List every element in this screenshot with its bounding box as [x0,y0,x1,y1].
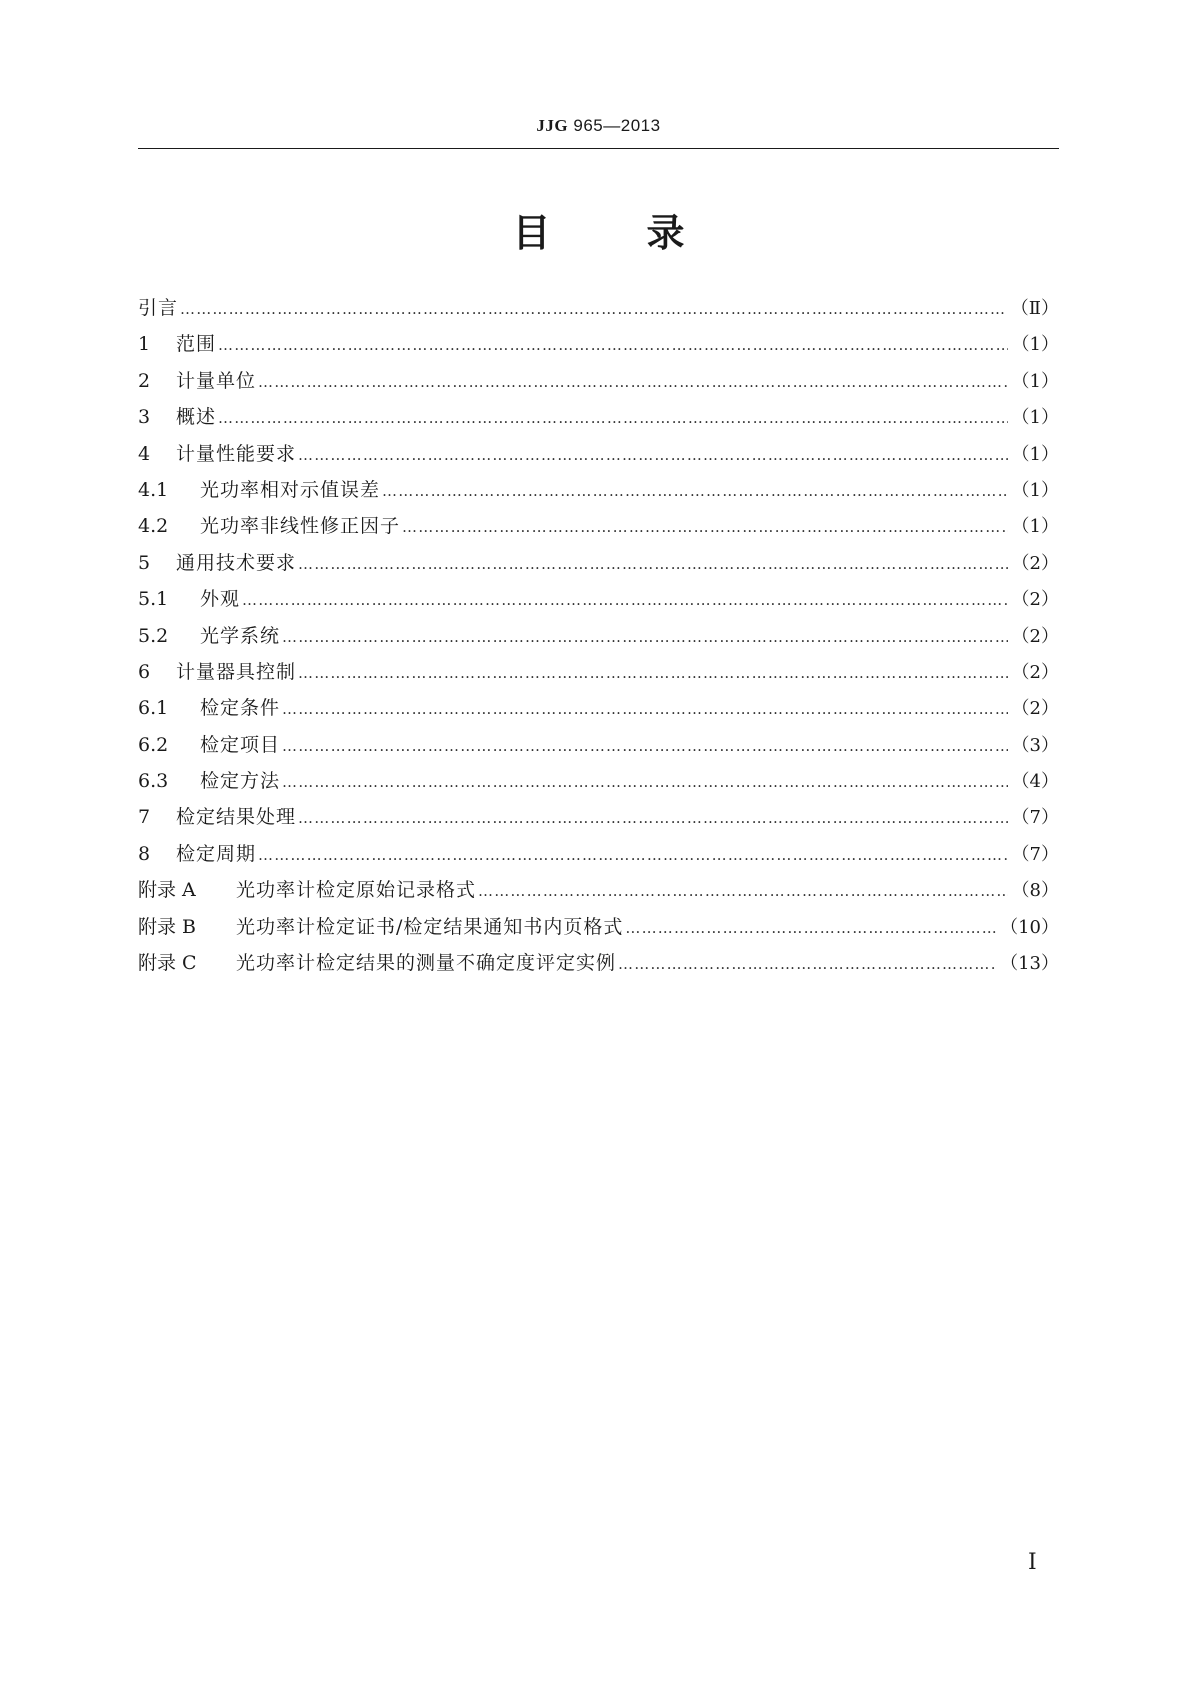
toc-entry-label: 计量性能要求 [176,442,297,465]
toc-dot-leader [258,837,1008,873]
toc-entry-label: 光功率计检定证书/检定结果通知书内页格式 [236,915,624,938]
toc-entry[interactable] [138,909,1059,945]
toc-entry-number: 5 [138,551,151,574]
toc-entry-page: （1） [1011,334,1059,356]
toc-entry-page: （1） [1011,407,1059,429]
toc-dot-leader [282,691,1008,727]
toc-entry-label: 检定项目 [200,733,281,756]
toc-dot-leader [618,946,996,982]
toc-entry-number: 2 [138,369,151,392]
toc-entry-number: 7 [138,806,151,829]
toc-dot-leader [242,582,1008,618]
toc-dot-leader [478,873,1008,909]
toc-entry-page: （2） [1011,552,1059,574]
toc-entry[interactable] [138,690,1059,726]
table-of-contents [138,290,1059,981]
toc-entry-number: 8 [138,842,151,865]
toc-entry[interactable] [138,581,1059,617]
toc-entry-page: （7） [1011,843,1059,865]
toc-entry[interactable] [138,508,1059,544]
toc-entry[interactable] [138,727,1059,763]
toc-dot-leader [258,364,1008,400]
toc-entry-label: 光功率非线性修正因子 [200,515,401,538]
toc-entry[interactable] [138,363,1059,399]
toc-entry-label: 光功率计检定原始记录格式 [236,879,477,902]
toc-entry-number: 4 [138,442,151,465]
toc-entry-number: 6.2 [138,733,169,756]
toc-dot-leader [298,437,1008,473]
toc-dot-leader [282,619,1008,655]
toc-entry-number: 4.1 [138,478,169,501]
toc-entry-number: 6.3 [138,770,169,793]
toc-entry-label: 计量器具控制 [176,660,297,683]
toc-entry-label: 光功率计检定结果的测量不确定度评定实例 [236,952,617,975]
toc-entry-page: （1） [1011,370,1059,392]
title-char-1: 目 [512,211,551,255]
toc-entry-label: 通用技术要求 [176,551,297,574]
toc-entry-number: 附录 A [138,879,196,902]
toc-dot-leader [382,473,1008,509]
toc-entry-label: 检定方法 [200,770,281,793]
toc-entry-page: （2） [1011,589,1059,611]
toc-entry-page: （13） [1000,953,1059,975]
toc-entry-label: 检定周期 [176,842,257,865]
toc-dot-leader [282,728,1008,764]
toc-dot-leader [218,327,1008,363]
header-rule [138,148,1059,149]
toc-entry[interactable] [138,799,1059,835]
toc-entry[interactable] [138,618,1059,654]
toc-entry[interactable] [138,472,1059,508]
toc-dot-leader [402,509,1008,545]
toc-dot-leader [218,400,1008,436]
toc-entry-page: （1） [1011,443,1059,465]
toc-entry-number: 3 [138,406,151,429]
toc-entry-label: 光功率相对示值误差 [200,478,381,501]
title-char-2: 录 [646,211,685,255]
toc-entry[interactable] [138,836,1059,872]
toc-entry-label: 检定结果处理 [176,806,297,829]
toc-entry-number: 5.2 [138,624,169,647]
toc-entry-page: （2） [1011,661,1059,683]
standard-code: JJG [536,116,569,135]
toc-entry-number: 附录 C [138,952,197,975]
toc-entry-page: （1） [1011,516,1059,538]
toc-entry[interactable] [138,326,1059,362]
toc-entry-number: 6.1 [138,697,169,720]
toc-entry-label: 外观 [200,588,241,611]
toc-entry-page: （10） [1000,916,1059,938]
toc-entry-label: 检定条件 [200,697,281,720]
toc-entry[interactable] [138,654,1059,690]
toc-entry[interactable] [138,290,1059,326]
toc-entry-label: 计量单位 [176,369,257,392]
toc-entry-label: 引言 [138,297,179,319]
toc-dot-leader [625,910,996,946]
toc-dot-leader [180,291,1007,327]
toc-entry-number: 1 [138,333,151,356]
toc-dot-leader [282,764,1008,800]
toc-entry-page: （2） [1011,625,1059,647]
toc-entry-label: 光学系统 [200,624,281,647]
toc-entry[interactable] [138,872,1059,908]
running-header [138,116,1059,136]
toc-entry-page: （8） [1011,880,1059,902]
toc-entry-number: 附录 B [138,915,197,938]
toc-entry-number: 5.1 [138,588,169,611]
page-number: Ⅰ [1028,1550,1037,1575]
toc-entry-page: （7） [1011,807,1059,829]
toc-entry-page: （Ⅱ） [1010,298,1059,319]
standard-number: 965—2013 [573,116,661,135]
page-title [138,202,1059,257]
toc-dot-leader [298,655,1008,691]
toc-entry[interactable] [138,545,1059,581]
toc-entry[interactable] [138,763,1059,799]
toc-entry-number: 4.2 [138,515,169,538]
toc-entry-label: 概述 [176,406,217,429]
toc-entry-label: 范围 [176,333,217,356]
toc-entry[interactable] [138,945,1059,981]
toc-entry-number: 6 [138,660,151,683]
toc-dot-leader [298,800,1008,836]
toc-entry[interactable] [138,399,1059,435]
toc-entry[interactable] [138,436,1059,472]
toc-entry-page: （1） [1011,479,1059,501]
toc-entry-page: （2） [1011,698,1059,720]
toc-entry-page: （4） [1011,771,1059,793]
toc-dot-leader [298,546,1008,582]
toc-entry-page: （3） [1011,734,1059,756]
